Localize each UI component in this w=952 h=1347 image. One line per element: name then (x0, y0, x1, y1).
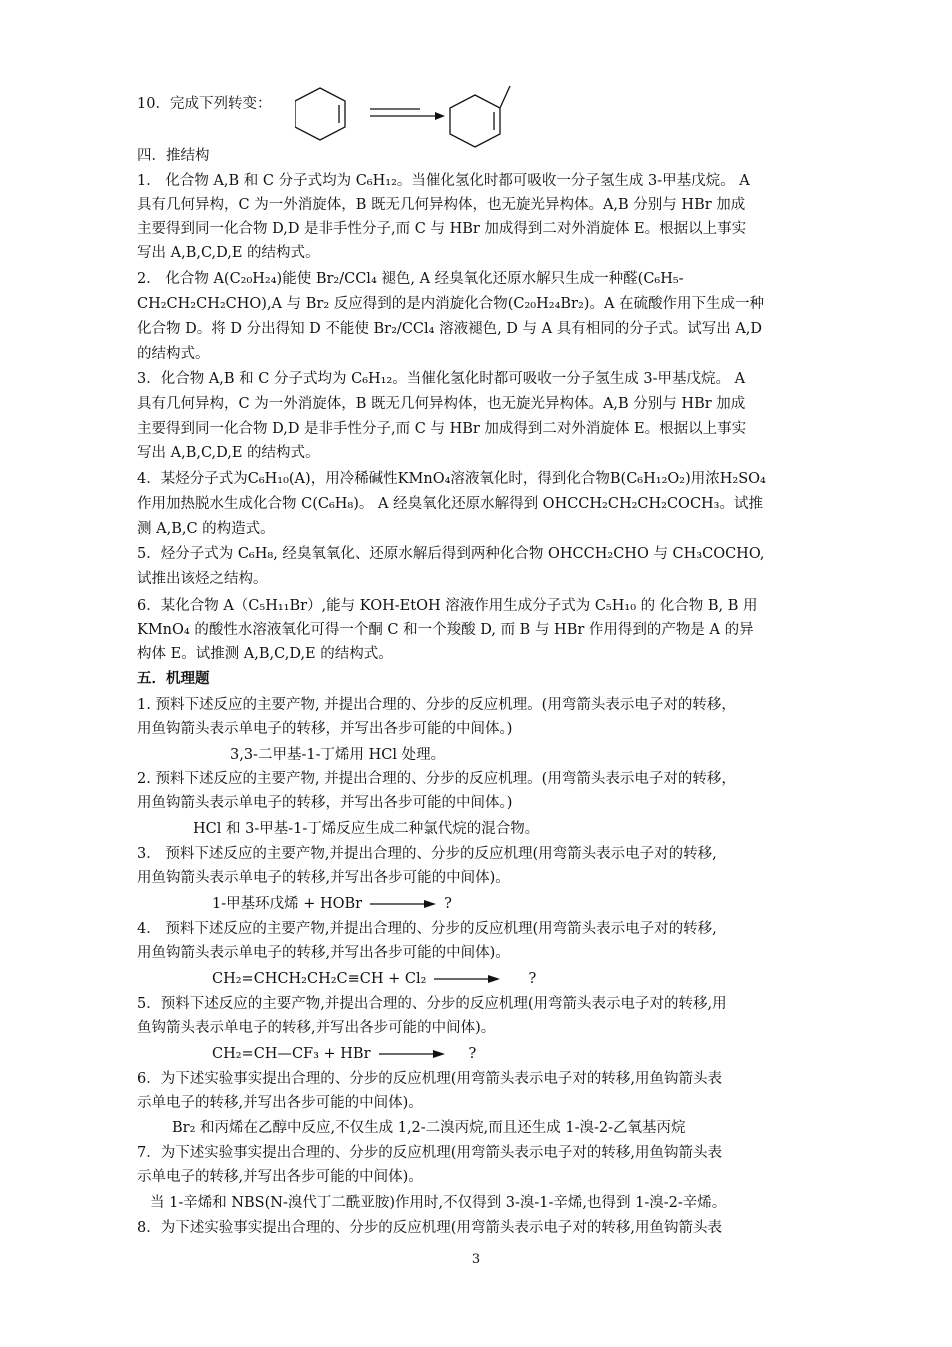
s4-line: 2． 化合物 A(C₂₀H₂₄)能使 Br₂/CCl₄ 褪色, A 经臭氧化还原水解只生成一种醛(C₆H₅- (137, 271, 684, 287)
s4-line: 4．某烃分子式为C₆H₁₀(A)，用冷稀碱性KMnO₄溶液氧化时，得到化合物B(C₆H₁₂O₂)用浓H₂SO₄ (137, 471, 766, 487)
s4-line: 测 A,B,C 的构造式。 (137, 521, 275, 537)
s5-q2-line: 用鱼钩箭头表示单电子的转移，并写出各步可能的中间体。) (137, 795, 513, 811)
s5-q7-line: 示单电子的转移,并写出各步可能的中间体)。 (137, 1169, 423, 1185)
s4-line: 具有几何异构，C 为一外消旋体，B 既无几何异构体，也无旋光异构体。A,B 分别与 HBr 加成 (137, 197, 746, 213)
q3-product-unknown: ? (444, 896, 452, 912)
s4-line: 作用加热脱水生成化合物 C(C₆H₈)。 A 经臭氧化还原水解得到 OHCCH₂CH₂CH₂COCH₃。试推 (137, 496, 763, 512)
s5-q1-line: 用鱼钩箭头表示单电子的转移，并写出各步可能的中间体。) (137, 721, 513, 737)
s4-line: CH₂CH₂CH₂CHO),A 与 Br₂ 反应得到的是内消旋化合物(C₂₀H₂₄Br₂)。A 在硫酸作用下生成一种 (137, 296, 765, 312)
s5-q4-line: 4． 预料下述反应的主要产物,并提出合理的、分步的反应机理(用弯箭头表示电子对的转移, (137, 921, 717, 937)
s4-line: 试推出该烃之结构。 (137, 571, 268, 587)
s5-q1-line: 1. 预料下述反应的主要产物, 并提出合理的、分步的反应机理。(用弯箭头表示电子对的转移， (137, 697, 736, 713)
s5-q6-fact: Br₂ 和丙烯在乙醇中反应,不仅生成 1,2-二溴丙烷,而且还生成 1-溴-2-乙氧基丙烷 (172, 1120, 686, 1136)
s4-line: 写出 A,B,C,D,E 的结构式。 (137, 245, 320, 261)
s4-line: 主要得到同一化合物 D,D 是非手性分子,而 C 与 HBr 加成得到二对外消旋体 E。根据以上事实 (137, 221, 747, 237)
s5-q5-line: 鱼钩箭头表示单电子的转移,并写出各步可能的中间体)。 (137, 1020, 496, 1036)
s5-q3-line: 3． 预料下述反应的主要产物,并提出合理的、分步的反应机理(用弯箭头表示电子对的转移, (137, 846, 717, 862)
methylcyclohexene-product (450, 95, 500, 147)
s5-q6-line: 示单电子的转移,并写出各步可能的中间体)。 (137, 1095, 423, 1111)
s4-line: 化合物 D。将 D 分出得知 D 不能使 Br₂/CCl₄ 溶液褪色, D 与 A 具有相同的分子式。试写出 A,D (137, 321, 763, 337)
section5-heading: 五．机理题 (137, 670, 210, 687)
s5-q4-reaction (212, 967, 896, 991)
s4-line: 写出 A,B,C,D,E 的结构式。 (137, 445, 320, 461)
s4-line: 1． 化合物 A,B 和 C 分子式均为 C₆H₁₂。当催化氢化时都可吸收一分子氢生成 3-甲基戊烷。 A (137, 173, 750, 189)
q5-product-unknown: ? (468, 1046, 477, 1062)
s5-q3-line: 用鱼钩箭头表示单电子的转移,并写出各步可能的中间体)。 (137, 870, 510, 886)
s4-line: 构体 E。试推测 A,B,C,D,E 的结构式。 (137, 646, 393, 662)
s5-q7-line: 7．为下述实验事实提出合理的、分步的反应机理(用弯箭头表示电子对的转移,用鱼钩箭头表 (137, 1145, 722, 1161)
s5-q7-fact: 当 1-辛烯和 NBS(N-溴代丁二酰亚胺)作用时,不仅得到 3-溴-1-辛烯,也得到 1-溴-2-辛烯。 (150, 1195, 727, 1211)
s4-line: 具有几何异构，C 为一外消旋体，B 既无几何异构体，也无旋光异构体。A,B 分别与 HBr 加成 (137, 396, 746, 412)
q5-reactants: CH₂=CH—CF₃ + HBr (212, 1046, 371, 1062)
q10-label: 10．完成下列转变： (137, 96, 272, 112)
s5-q6-line: 6．为下述实验事实提出合理的、分步的反应机理(用弯箭头表示电子对的转移,用鱼钩箭头表 (137, 1071, 722, 1087)
s5-q8-line: 8．为下述实验事实提出合理的、分步的反应机理(用弯箭头表示电子对的转移,用鱼钩箭头表 (137, 1220, 722, 1236)
section4-heading: 四．推结构 (137, 148, 210, 164)
cyclohexene-reactant (295, 88, 345, 140)
s5-q1-reaction: 3,3-二甲基-1-丁烯用 HCl 处理。 (230, 747, 446, 763)
s4-line: 5．烃分子式为 C₆H₈, 经臭氧氧化、还原水解后得到两种化合物 OHCCH₂CHO 与 CH₃COCHO, (137, 546, 765, 562)
s5-q2-reaction: HCl 和 3-甲基-1-丁烯反应生成二种氯代烷的混合物。 (193, 821, 540, 837)
s4-line: KMnO₄ 的酸性水溶液氧化可得一个酮 C 和一个羧酸 D, 而 B 与 HBr 作用得到的产物是 A 的异 (137, 622, 754, 638)
arrow-head (435, 112, 445, 120)
s4-line: 6．某化合物 A（C₅H₁₁Br）,能与 KOH-EtOH 溶液作用生成分子式为 C₅H₁₀ 的 化合物 B, B 用 (137, 598, 758, 614)
q4-product-unknown: ? (528, 971, 537, 987)
s5-q4-line: 用鱼钩箭头表示单电子的转移,并写出各步可能的中间体)。 (137, 945, 510, 961)
page-number: 3 (471, 1252, 481, 1267)
product-methyl-bond (500, 86, 510, 108)
reaction-scheme (295, 83, 525, 153)
q5-arrow-icon (377, 1049, 447, 1059)
s5-q5-line: 5．预料下述反应的主要产物,并提出合理的、分步的反应机理(用弯箭头表示电子对的转移,用 (137, 996, 727, 1012)
s4-line: 的结构式。 (137, 346, 210, 362)
s4-line: 主要得到同一化合物 D,D 是非手性分子,而 C 与 HBr 加成得到二对外消旋体 E。根据以上事实 (137, 421, 747, 437)
q4-reactants: CH₂=CHCH₂CH₂C≡CH + Cl₂ (212, 971, 427, 987)
q3-arrow-icon (368, 899, 438, 909)
s5-q2-line: 2. 预料下述反应的主要产物, 并提出合理的、分步的反应机理。(用弯箭头表示电子对的转移， (137, 771, 736, 787)
s5-q3-reaction (212, 892, 896, 916)
q3-reactants: 1-甲基环戊烯 + HOBr (212, 896, 363, 912)
s5-q5-reaction (212, 1042, 896, 1066)
s4-line: 3．化合物 A,B 和 C 分子式均为 C₆H₁₂。当催化氢化时都可吸收一分子氢生成 3-甲基戊烷。 A (137, 371, 746, 387)
q4-arrow-icon (432, 974, 502, 984)
